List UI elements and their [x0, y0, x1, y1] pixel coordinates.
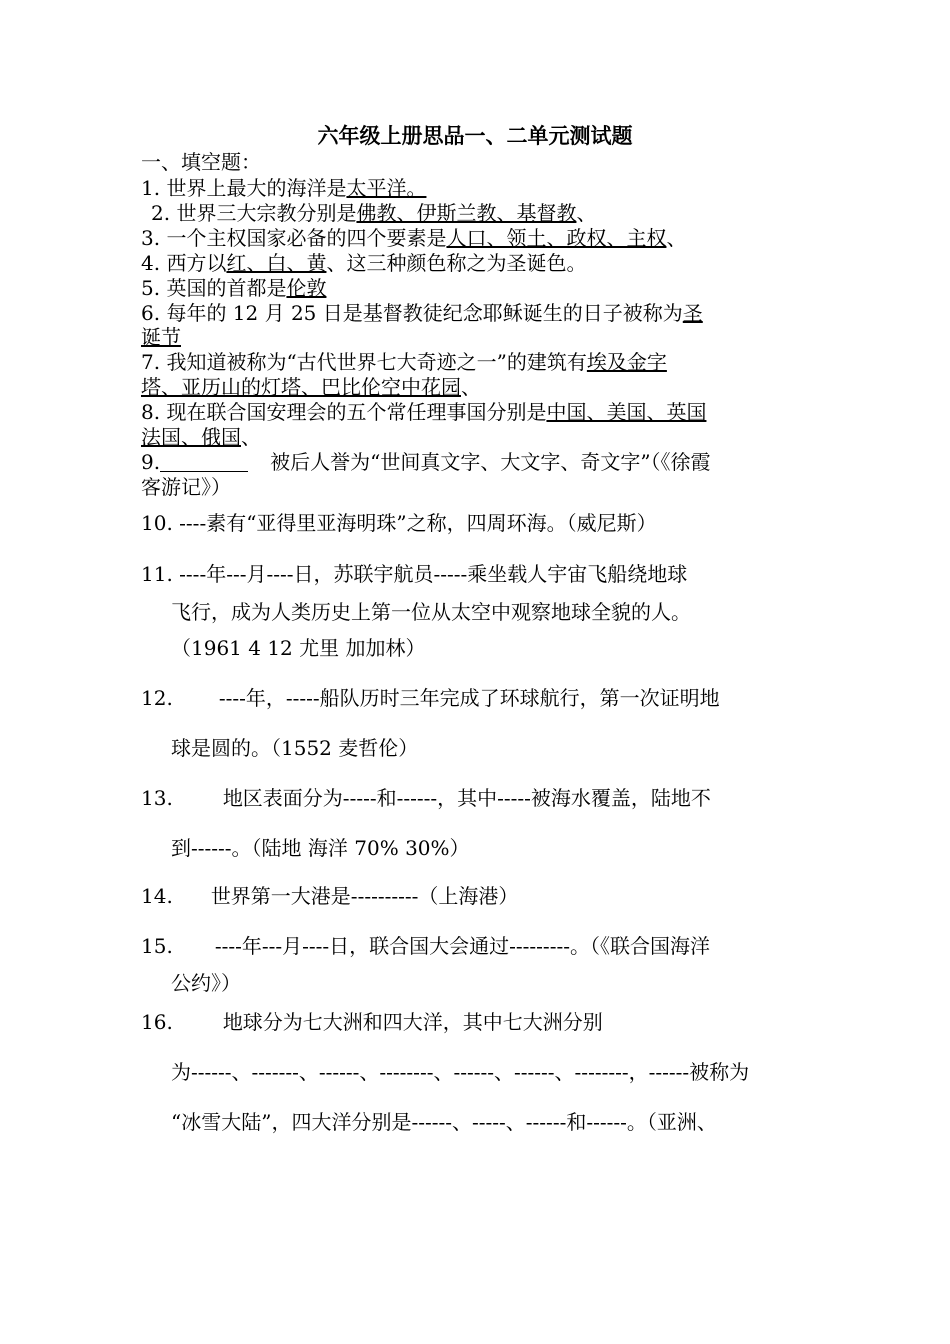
question-16-line-3: “冰雪大陆”，四大洋分别是------、-----、------和------。（亚洲、 — [171, 1110, 717, 1134]
question-4: 4. 西方以红、白、黄、这三种颜色称之为圣诞色。 — [141, 251, 587, 275]
answer: 埃及金字 — [586, 350, 667, 374]
answer: 诞节 — [141, 325, 181, 349]
question-6-line-2 — [141, 325, 813, 349]
question-15-line-2: 公约》） — [171, 971, 241, 995]
question-10: 10. ----素有“亚得里亚海明珠”之称，四周环海。（威尼斯） — [141, 511, 657, 535]
answer: 人口、领土、政权、主权 — [446, 226, 667, 250]
question-7-line-2: 塔、亚历山的灯塔、巴比伦空中花园、 — [141, 375, 481, 399]
question-1: 1. 世界上最大的海洋是太平洋。 — [141, 176, 427, 200]
question-16-line-2: 为------、-------、------、--------、------、------、--------，------被称为 — [171, 1060, 750, 1084]
question-12-line-2: 球是圆的。（1552 麦哲伦） — [171, 736, 419, 760]
answer: 塔、亚历山的灯塔、巴比伦空中花园 — [141, 375, 461, 399]
question-13-line-2: 到------。（陆地 海洋 70% 30%） — [171, 836, 470, 860]
answer-blank — [160, 453, 248, 472]
question-7-line-1: 7. 我知道被称为“古代世界七大奇迹之一”的建筑有埃及金字 — [141, 350, 667, 374]
question-14: 14. 世界第一大港是----------（上海港） — [141, 884, 519, 908]
question-16-line-1: 16. 地球分为七大洲和四大洋，其中七大洲分别 — [141, 1010, 603, 1034]
answer: 佛教、伊斯兰教、基督教 — [356, 201, 577, 225]
question-11-line-2: 飞行，成为人类历史上第一位从太空中观察地球全貌的人。 — [171, 600, 691, 624]
question-12-line-1: 12. ----年，-----船队历时三年完成了环球航行，第一次证明地 — [141, 686, 720, 710]
question-8-line-1: 8. 现在联合国安理会的五个常任理事国分别是中国、美国、英国 — [141, 400, 707, 424]
answer: 红、白、黄 — [226, 251, 327, 275]
question-11-line-1: 11. ----年---月----日，苏联宇航员-----乘坐载人宇宙飞船绕地球 — [141, 562, 688, 586]
question-6-line-1: 6. 每年的 12 月 25 日是基督教徒纪念耶稣诞生的日子被称为圣 — [141, 301, 703, 325]
answer: 圣 — [682, 301, 703, 325]
answer: 伦敦 — [286, 276, 327, 300]
question-11-line-3: （1961 4 12 尤里 加加林） — [171, 636, 426, 660]
section-heading: 一、填空题： — [141, 150, 261, 174]
page-title: 六年级上册思品一、二单元测试题 — [317, 123, 633, 148]
question-9-line-2: 客游记》） — [141, 475, 231, 499]
question-3: 3. 一个主权国家必备的四个要素是人口、领土、政权、主权、 — [141, 226, 687, 250]
answer: 太平洋。 — [346, 176, 427, 200]
question-8-line-2: 法国、俄国、 — [141, 425, 261, 449]
question-13-line-1: 13. 地区表面分为-----和------，其中-----被海水覆盖，陆地不 — [141, 786, 711, 810]
question-15-line-1: 15. ----年---月----日，联合国大会通过---------。（《联合国海洋 — [141, 934, 710, 958]
question-5: 5. 英国的首都是伦敦 — [141, 276, 327, 300]
answer: 法国、俄国 — [141, 425, 241, 449]
question-2: 2. 世界三大宗教分别是佛教、伊斯兰教、基督教、 — [151, 201, 597, 225]
answer: 中国、美国、英国 — [546, 400, 707, 424]
question-9-line-1: 9. 被后人誉为“世间真文字、大文字、奇文字”（《徐霞 — [141, 450, 711, 474]
